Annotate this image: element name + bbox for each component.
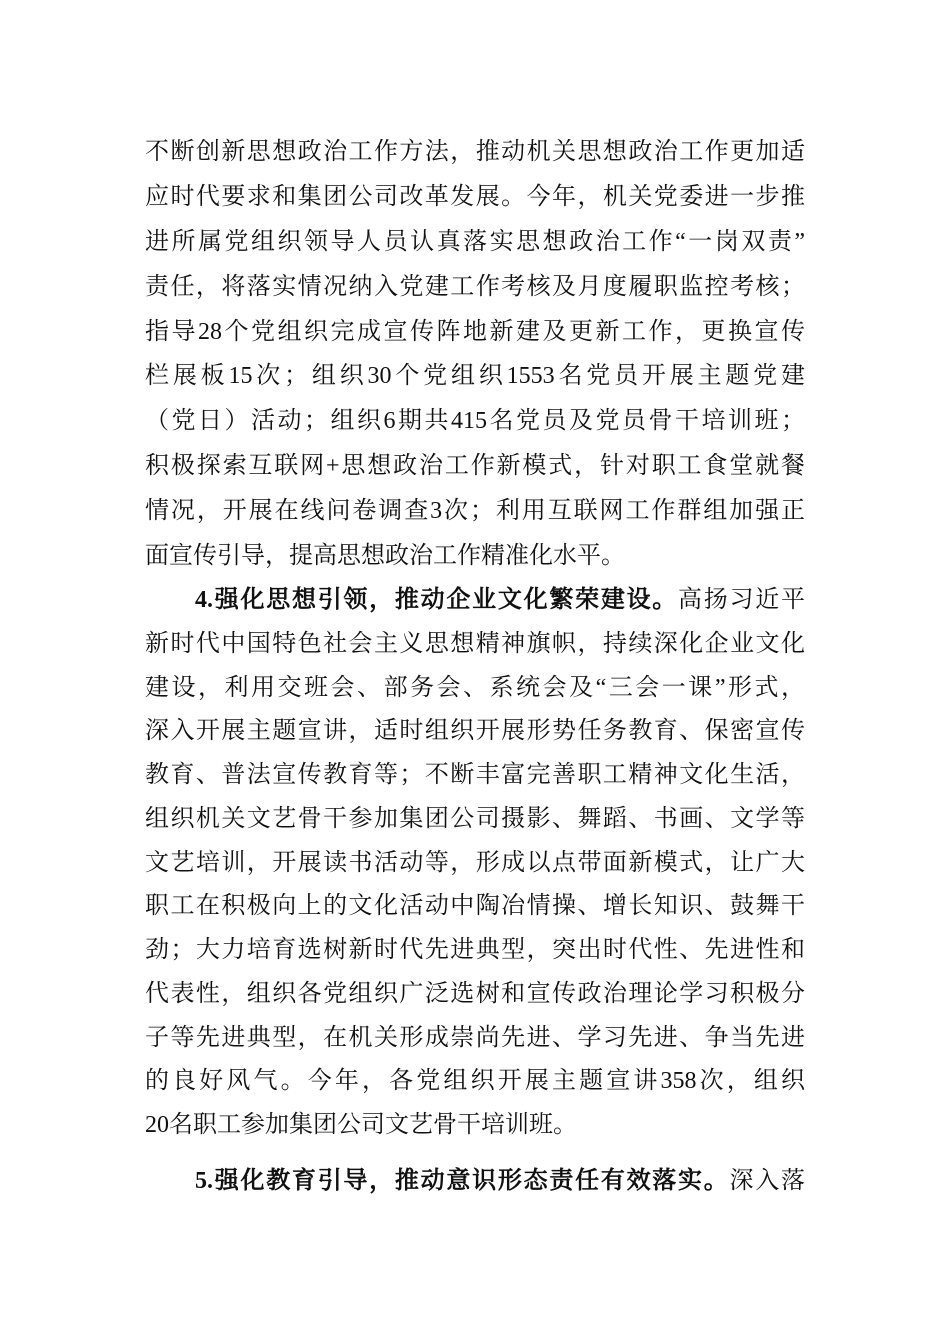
text-line: 面宣传引导，提高思想政治工作精准化水平。 — [145, 543, 625, 570]
text-line: 深入开展主题宣讲，适时组织开展形势任务教育、保密宣传 — [145, 718, 805, 745]
text-line: 应时代要求和集团公司改革发展。今年，机关党委进一步推 — [145, 183, 805, 210]
text-line: 责任，将落实情况纳入党建工作考核及月度履职监控考核； — [145, 273, 805, 300]
section-heading: 4.强化思想引领，推动企业文化繁荣建设。 — [195, 587, 679, 613]
text-line: 教育、普法宣传教育等；不断丰富完善职工精神文化生活， — [145, 762, 805, 788]
paragraph-ideology-responsibility — [145, 1159, 805, 1204]
body-text: 深入落 — [729, 1168, 806, 1194]
text-line: 情况，开展在线问卷调查3次；利用互联网工作群组加强正 — [145, 498, 805, 525]
text-line: 子等先进典型，在机关形成崇尚先进、学习先进、争当先进 — [145, 1024, 805, 1051]
section-heading-line — [145, 579, 805, 623]
text-line: 进所属党组织领导人员认真落实思想政治工作“一岗双责” — [145, 228, 805, 255]
text-line: 文艺培训，开展读书活动等，形成以点带面新模式，让广大 — [145, 849, 805, 876]
text-line: 不断创新思想政治工作方法，推动机关思想政治工作更加适 — [145, 139, 805, 165]
text-line: 指导28个党组织完成宣传阵地新建及更新工作，更换宣传 — [145, 318, 805, 345]
text-line: 新时代中国特色社会主义思想精神旗帜，持续深化企业文化 — [145, 630, 805, 657]
text-line: 组织机关文艺骨干参加集团公司摄影、舞蹈、书画、文学等 — [145, 805, 805, 832]
text-line: 代表性，组织各党组织广泛选树和宣传政治理论学习积极分 — [145, 980, 805, 1007]
text-line: 栏展板15次；组织30个党组织1553名党员开展主题党建 — [145, 363, 805, 390]
text-line: 20名职工参加集团公司文艺骨干培训班。 — [145, 1112, 577, 1138]
text-line: 的良好风气。今年，各党组织开展主题宣讲358次，组织 — [145, 1068, 805, 1095]
section-heading: 5.强化教育引导，推动意识形态责任有效落实。 — [195, 1168, 730, 1194]
text-line: （党日）活动；组织6期共415名党员及党员骨干培训班； — [145, 408, 805, 435]
text-line: 积极探索互联网+思想政治工作新模式，针对职工食堂就餐 — [145, 453, 805, 480]
paragraph-ideological-work — [145, 130, 805, 579]
paragraph-corporate-culture — [145, 579, 805, 1148]
section-heading-line — [145, 1159, 805, 1204]
text-line: 职工在积极向上的文化活动中陶冶情操、增长知识、鼓舞干 — [145, 893, 805, 920]
text-line: 建设，利用交班会、部务会、系统会及“三会一课”形式， — [145, 674, 805, 701]
body-text: 高扬习近平 — [678, 587, 806, 613]
text-line: 劲；大力培育选树新时代先进典型，突出时代性、先进性和 — [145, 937, 805, 963]
